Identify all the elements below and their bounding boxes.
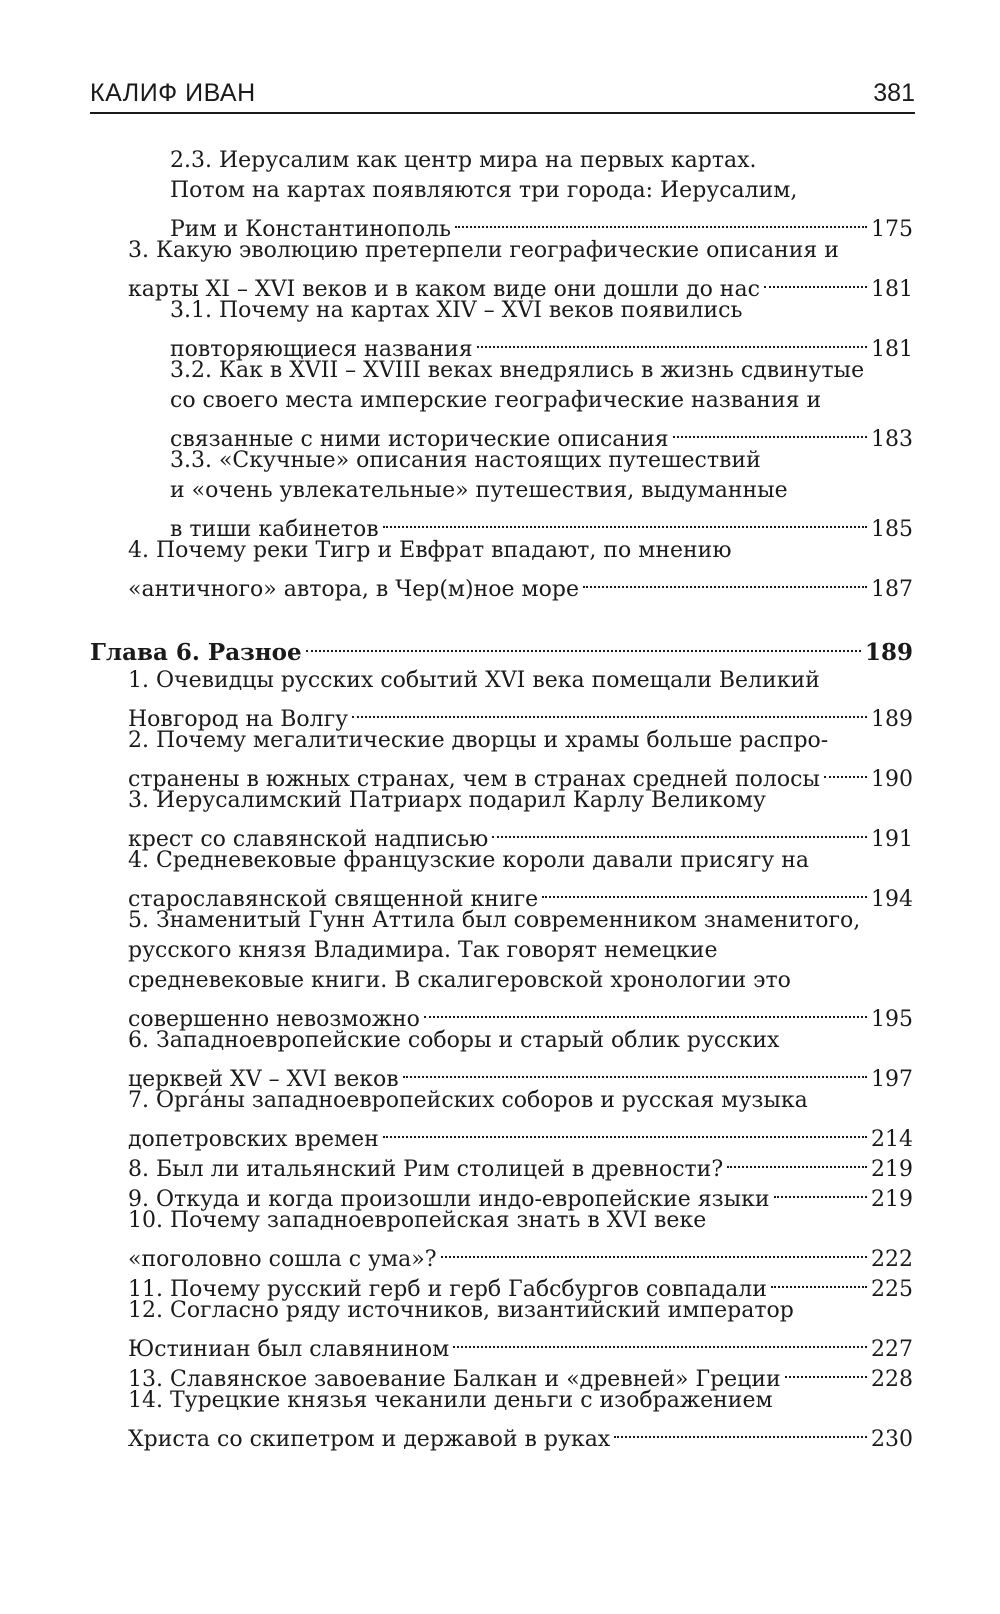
toc-entry-line: Потом на картах появляются три города: Иерусалим,: [170, 178, 798, 203]
toc-page-number: 183: [871, 427, 913, 452]
toc-page-number: 190: [871, 767, 913, 792]
toc-entry-line: 3.2. Как в XVII – XVIII веках внедрялись в жизнь сдвинутые: [170, 358, 865, 383]
dot-leader: [764, 266, 867, 296]
toc-entry-title: повторяющиеся названия: [170, 337, 473, 362]
dot-leader: [492, 816, 867, 846]
toc-page-number: 225: [871, 1277, 913, 1302]
dot-leader: [583, 566, 867, 596]
dot-leader: [453, 1326, 867, 1356]
toc-entry[interactable]: [170, 356, 913, 452]
toc-page-number: 191: [871, 827, 913, 852]
running-header: [90, 72, 915, 114]
toc-page-number: 197: [871, 1067, 913, 1092]
toc-entry[interactable]: [128, 726, 913, 792]
toc-entry-title: Христа со скипетром и державой в руках: [128, 1427, 611, 1452]
dot-leader: [542, 876, 867, 906]
toc-page-number: 228: [871, 1367, 913, 1392]
toc-entry-line: 3.1. Почему на картах XIV – XVI веков появились: [170, 298, 743, 323]
toc-page-number: 222: [871, 1247, 913, 1272]
toc-page-number: 189: [864, 639, 913, 666]
dot-leader: [403, 1056, 867, 1086]
toc-entry-title: совершенно невозможно: [128, 1007, 420, 1032]
toc-entry-last-line: [128, 1356, 913, 1392]
toc-entry-line: 2.3. Иерусалим как центр мира на первых картах.: [170, 148, 757, 173]
toc-entry-line: 1. Очевидцы русских событий XVI века помещали Великий: [128, 668, 820, 693]
toc-page-number: 181: [871, 277, 913, 302]
toc-entry-last-line: [170, 206, 913, 242]
toc-entry-last-line: [170, 416, 913, 452]
toc-entry[interactable]: [128, 1296, 913, 1362]
toc-entry-line: 4. Средневековые французские короли давали присягу на: [128, 848, 809, 873]
toc-page-number: 227: [871, 1337, 913, 1362]
toc-entry-last-line: [128, 696, 913, 732]
toc-entry-line: 3. Какую эволюцию претерпели географические описания и: [128, 238, 839, 263]
toc-entry-title: 8. Был ли итальянский Рим столицей в древности?: [128, 1157, 724, 1182]
toc-entry[interactable]: [128, 846, 913, 912]
toc-entry-last-line: [128, 996, 913, 1032]
toc-entry-last-line: [128, 566, 913, 602]
toc-entry[interactable]: [128, 1176, 913, 1212]
toc-entry-title: Юстиниан был славянином: [128, 1337, 450, 1362]
toc-entry[interactable]: [128, 906, 913, 1032]
dot-leader: [477, 326, 867, 356]
toc-entry[interactable]: [128, 786, 913, 852]
toc-entry-last-line: [128, 1146, 913, 1182]
toc-page-number: 175: [871, 217, 913, 242]
toc-entry-line: 3.3. «Скучные» описания настоящих путешествий: [170, 448, 761, 473]
toc-entry-title: Рим и Константинополь: [170, 217, 452, 242]
toc-entry-last-line: [128, 266, 913, 302]
toc-entry-line: 12. Согласно ряду источников, византийский император: [128, 1298, 794, 1323]
page-number: 381: [873, 79, 915, 107]
toc-entry-last-line: [90, 630, 913, 666]
toc-entry-line: 6. Западноевропейские соборы и старый облик русских: [128, 1028, 780, 1053]
toc-entry[interactable]: [128, 1026, 913, 1092]
toc-entry-last-line: [128, 1056, 913, 1092]
toc-entry-last-line: [170, 506, 913, 542]
toc-entry[interactable]: [128, 1356, 913, 1392]
toc-entry-title: церквей XV – XVI веков: [128, 1067, 399, 1092]
toc-entry-line: со своего места имперские географические названия и: [170, 388, 822, 413]
toc-entry-last-line: [128, 1116, 913, 1152]
toc-entry-line: 4. Почему реки Тигр и Евфрат впадают, по мнению: [128, 538, 732, 563]
toc-entry-line: 14. Турецкие князья чеканили деньги с изображением: [128, 1388, 773, 1413]
toc-entry[interactable]: [170, 446, 913, 542]
toc-entry-title: допетровских времен: [128, 1127, 379, 1152]
toc-page-number: 195: [871, 1007, 913, 1032]
toc-entry-title: связанные с ними исторические описания: [170, 427, 669, 452]
dot-leader: [614, 1416, 867, 1446]
toc-entry-title: Глава 6. Разное: [90, 639, 302, 666]
dot-leader: [727, 1146, 867, 1176]
toc-entry-last-line: [128, 1416, 913, 1452]
toc-entry[interactable]: [128, 536, 913, 602]
toc-entry[interactable]: [128, 1266, 913, 1302]
toc-entry-line: средневековые книги. В скалигеровской хронологии это: [128, 968, 791, 993]
toc-page-number: 194: [871, 887, 913, 912]
toc-entry-title: «античного» автора, в Чер(м)ное море: [128, 577, 579, 602]
dot-leader: [306, 630, 861, 660]
toc-page-number: 230: [871, 1427, 913, 1452]
toc-entry-last-line: [128, 1326, 913, 1362]
toc-entry-title: карты XI – XVI веков и в каком виде они дошли до нас: [128, 277, 760, 302]
toc-entry-line: русского князя Владимира. Так говорят немецкие: [128, 938, 718, 963]
toc-entry-last-line: [128, 1176, 913, 1212]
toc-entry[interactable]: [128, 1206, 913, 1272]
toc-entry-line: 10. Почему западноевропейская знать в XVI веке: [128, 1208, 707, 1233]
dot-leader: [352, 696, 867, 726]
toc-entry-line: 5. Знаменитый Гунн Аттила был современником знаменитого,: [128, 908, 861, 933]
toc-entry-last-line: [170, 326, 913, 362]
toc-entry-title: странены в южных странах, чем в странах средней полосы: [128, 767, 820, 792]
toc-page-number: 214: [871, 1127, 913, 1152]
toc-chapter-entry[interactable]: [90, 630, 913, 666]
toc-entry-title: 13. Славянское завоевание Балкан и «древней» Греции: [128, 1367, 781, 1392]
toc-entry[interactable]: [170, 296, 913, 362]
toc-entry-line: и «очень увлекательные» путешествия, выдуманные: [170, 478, 788, 503]
toc-entry-title: крест со славянской надписью: [128, 827, 489, 852]
toc-page-number: 187: [871, 577, 913, 602]
dot-leader: [824, 756, 867, 786]
dot-leader: [673, 416, 867, 446]
dot-leader: [455, 206, 867, 236]
toc-entry[interactable]: [128, 1386, 913, 1452]
toc-entry[interactable]: [128, 236, 913, 302]
toc-entry-line: 7. Орга́ны западноевропейских соборов и русская музыка: [128, 1088, 808, 1113]
dot-leader: [441, 1236, 868, 1266]
toc-entry-last-line: [128, 876, 913, 912]
dot-leader: [785, 1356, 867, 1386]
toc-entry[interactable]: [128, 666, 913, 732]
toc-entry-title: 11. Почему русский герб и герб Габсбургов совпадали: [128, 1277, 767, 1302]
toc-entry-last-line: [128, 1266, 913, 1302]
dot-leader: [424, 996, 867, 1026]
toc-entry-title: 9. Откуда и когда произошли индо-европейские языки: [128, 1187, 770, 1212]
toc-entry-last-line: [128, 756, 913, 792]
toc-entry-line: 2. Почему мегалитические дворцы и храмы больше распро-: [128, 728, 829, 753]
toc-page-number: 185: [871, 517, 913, 542]
dot-leader: [383, 506, 867, 536]
running-title: КАЛИФ ИВАН: [90, 79, 256, 107]
toc-page-number: 219: [871, 1157, 913, 1182]
toc-entry-last-line: [128, 816, 913, 852]
toc-entry[interactable]: [128, 1086, 913, 1152]
toc-entry[interactable]: [170, 146, 913, 242]
toc-page-number: 219: [871, 1187, 913, 1212]
toc-page-number: 189: [871, 707, 913, 732]
toc-page-number: 181: [871, 337, 913, 362]
dot-leader: [771, 1266, 867, 1296]
toc-entry-title: Новгород на Волгу: [128, 707, 349, 732]
toc-entry-line: 3. Иерусалимский Патриарх подарил Карлу Великому: [128, 788, 766, 813]
toc-entry[interactable]: [128, 1146, 913, 1182]
toc-entry-title: старославянской священной книге: [128, 887, 539, 912]
toc-entry-last-line: [128, 1236, 913, 1272]
toc-entry-title: в тиши кабинетов: [170, 517, 379, 542]
dot-leader: [383, 1116, 867, 1146]
dot-leader: [774, 1176, 867, 1206]
toc-entry-title: «поголовно сошла с ума»?: [128, 1247, 437, 1272]
